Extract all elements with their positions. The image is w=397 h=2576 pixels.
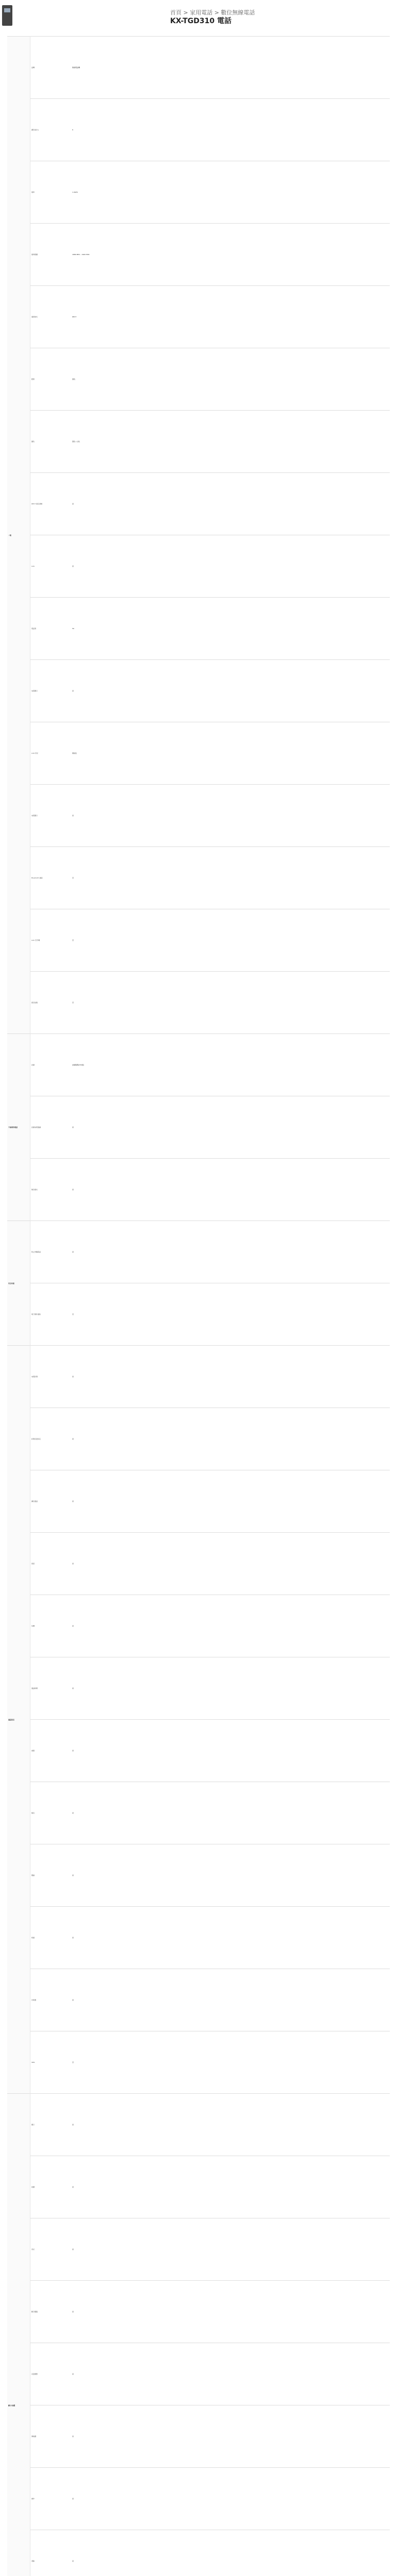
spec-item-value: 是 <box>71 535 390 598</box>
spec-item-value: 無線電話機 <box>71 37 390 99</box>
spec-row <box>7 2405 390 2468</box>
spec-item-label: 顯示 <box>30 2094 72 2156</box>
spec-item-value: 是 <box>71 1844 390 1907</box>
spec-item-label: 防止詐騙電話 <box>30 1221 72 1283</box>
spec-row <box>7 660 390 722</box>
spec-item-value: 是 <box>71 2405 390 2468</box>
spec-row <box>7 2156 390 2218</box>
spec-row <box>7 1159 390 1221</box>
spec-item-value: 是 <box>71 1657 390 1720</box>
spec-row <box>7 2281 390 2343</box>
spec-item-label: 清除 <box>30 2530 72 2576</box>
spec-row <box>7 1408 390 1470</box>
spec-item-label: 頻率範圍 <box>30 224 72 286</box>
spec-row <box>7 2218 390 2281</box>
spec-row <box>7 1969 390 2031</box>
spec-item-value: 是 <box>71 1720 390 1782</box>
spec-item-label: 顏色 <box>30 411 72 473</box>
spec-row <box>7 224 390 286</box>
spec-item-value: 是 <box>71 1096 390 1159</box>
spec-item-value: 否 <box>71 2031 390 2094</box>
spec-row <box>7 1907 390 1969</box>
spec-item-label: 音量調整 <box>30 2343 72 2405</box>
spec-row <box>7 411 390 473</box>
spec-item-label: 來電顯示 <box>30 785 72 847</box>
spec-item-value: 是 <box>71 1533 390 1595</box>
spec-item-label: Link 至手機 <box>30 909 72 972</box>
spec-item-value: 50 <box>71 598 390 660</box>
spec-item-value: 否 <box>71 909 390 972</box>
spec-item-value: 1.9GHz <box>71 161 390 224</box>
spec-row <box>7 598 390 660</box>
spec-item-value: 否 <box>71 847 390 909</box>
spec-row <box>7 473 390 535</box>
product-image <box>2 5 12 26</box>
spec-row <box>7 2343 390 2405</box>
spec-item-label: 數字鍵盤 <box>30 2281 72 2343</box>
spec-row <box>7 2468 390 2530</box>
spec-item-value: 是 <box>71 1159 390 1221</box>
spec-row <box>7 909 390 972</box>
spec-item-label: 封鎖 <box>30 1034 72 1096</box>
spec-item-value: 是 <box>71 660 390 722</box>
spec-row <box>7 1720 390 1782</box>
spec-item-value: 1880 MHz – 1900 MHz <box>71 224 390 286</box>
spec-item-label: 時鐘 <box>30 1907 72 1969</box>
spec-item-label: 通訊制式 <box>30 286 72 348</box>
page-title: KX-TGD310 電話 <box>170 17 232 25</box>
spec-item-label: 待機 <box>30 1595 72 1657</box>
spec-item-label: 擴充(最大) <box>30 99 72 161</box>
spec-item-label: 通話時間 <box>30 1657 72 1720</box>
spec-item-value: 是 <box>71 2281 390 2343</box>
spec-row <box>7 37 390 99</box>
spec-item-label: 背光 <box>30 2218 72 2281</box>
spec-category: 不需要的電話 <box>7 1034 30 1221</box>
spec-row <box>7 847 390 909</box>
spec-item-label: 聽筒 <box>30 348 72 411</box>
spec-row <box>7 1221 390 1283</box>
spec-category: 通話設定 <box>7 1346 30 2094</box>
spec-row <box>7 1844 390 1907</box>
spec-item-label: 保留 <box>30 1533 72 1595</box>
spec-item-value: 是 <box>71 2156 390 2218</box>
spec-item-label: 鈴聲音量設定 <box>30 1408 72 1470</box>
spec-row <box>7 2530 390 2576</box>
spec-item-value: 是 <box>71 2218 390 2281</box>
spec-item-value: 是 <box>71 2468 390 2530</box>
spec-row <box>7 1034 390 1096</box>
spec-row <box>7 1096 390 1159</box>
spec-item-label: 來電顯示 <box>30 660 72 722</box>
spec-item-value: 是 <box>71 1782 390 1844</box>
spec-row <box>7 1533 390 1595</box>
spec-category: 一般 <box>7 37 30 1034</box>
spec-item-label: SMS <box>30 2031 72 2094</box>
spec-row <box>7 1782 390 1844</box>
spec-item-value: 6 <box>71 99 390 161</box>
spec-item-label: DECT 語音清晰 <box>30 473 72 535</box>
spec-row <box>7 1657 390 1720</box>
spec-item-label: 重撥 <box>30 1720 72 1782</box>
spec-item-value: 否 <box>71 972 390 1034</box>
spec-row <box>7 1470 390 1533</box>
spec-item-value: 是 <box>71 473 390 535</box>
spec-item-label: 電話簿 <box>30 598 72 660</box>
spec-row <box>7 535 390 598</box>
spec-row <box>7 785 390 847</box>
spec-category: 安全功能 <box>7 1221 30 1346</box>
spec-item-value: 是 <box>71 1470 390 1533</box>
spec-row <box>7 2094 390 2156</box>
spec-item-value: DECT <box>71 286 390 348</box>
spec-item-label: 電子郵件通知 <box>30 1283 72 1346</box>
spec-item-label: 操作 <box>30 2468 72 2530</box>
spec-item-label: 靜音 <box>30 1782 72 1844</box>
spec-row <box>7 1595 390 1657</box>
spec-item-label: 來電鈴聲 <box>30 1346 72 1408</box>
spec-row <box>7 286 390 348</box>
spec-table <box>7 36 390 2576</box>
spec-item-value: 黑色 / 白色 <box>71 411 390 473</box>
spec-item-label: Bluetooth 連接 <box>30 847 72 909</box>
spec-category: 顯示/按鍵 <box>7 2094 30 2576</box>
spec-item-label: 鬧鐘 <box>30 1844 72 1907</box>
spec-row <box>7 2031 390 2094</box>
page-header <box>0 0 397 31</box>
spec-item-label: 擴音通話 <box>30 1470 72 1533</box>
spec-item-value: 是 <box>71 2530 390 2576</box>
spec-item-value: 是 <box>71 2343 390 2405</box>
spec-row <box>7 972 390 1034</box>
spec-item-value: 是 <box>71 785 390 847</box>
spec-item-label: 頻率 <box>30 161 72 224</box>
spec-row <box>7 99 390 161</box>
spec-row <box>7 161 390 224</box>
spec-item-value: 是 <box>71 1221 390 1283</box>
spec-item-label: 話機 <box>30 37 72 99</box>
spec-item-label: 封鎖來電過濾 <box>30 1096 72 1159</box>
spec-item-value: 是 <box>71 1969 390 2031</box>
spec-item-label: Link <box>30 535 72 598</box>
spec-row <box>7 722 390 785</box>
spec-item-label: 計時器 <box>30 1969 72 2031</box>
spec-item-label: 導航鍵 <box>30 2405 72 2468</box>
spec-item-value: 是 <box>71 1907 390 1969</box>
spec-item-label: LCD 背光 <box>30 722 72 785</box>
spec-item-value: 否 <box>71 1283 390 1346</box>
spec-item-value: 琥珀色 <box>71 722 390 785</box>
spec-item-label: 靜音模式 <box>30 1159 72 1221</box>
spec-item-label: 按鍵 <box>30 2156 72 2218</box>
spec-item-value: 是 <box>71 1346 390 1408</box>
spec-item-value: 是 <box>71 1408 390 1470</box>
spec-row <box>7 1283 390 1346</box>
spec-row <box>7 1346 390 1408</box>
spec-item-value: 是 <box>71 2094 390 2156</box>
spec-item-value: 黑色 <box>71 348 390 411</box>
spec-item-value: 封鎖號碼(250組) <box>71 1034 390 1096</box>
spec-row <box>7 348 390 411</box>
spec-item-value: 是 <box>71 1595 390 1657</box>
breadcrumb[interactable]: 首頁 > 家用電話 > 數位無線電話 <box>170 9 255 16</box>
spec-item-label: 語音信箱 <box>30 972 72 1034</box>
